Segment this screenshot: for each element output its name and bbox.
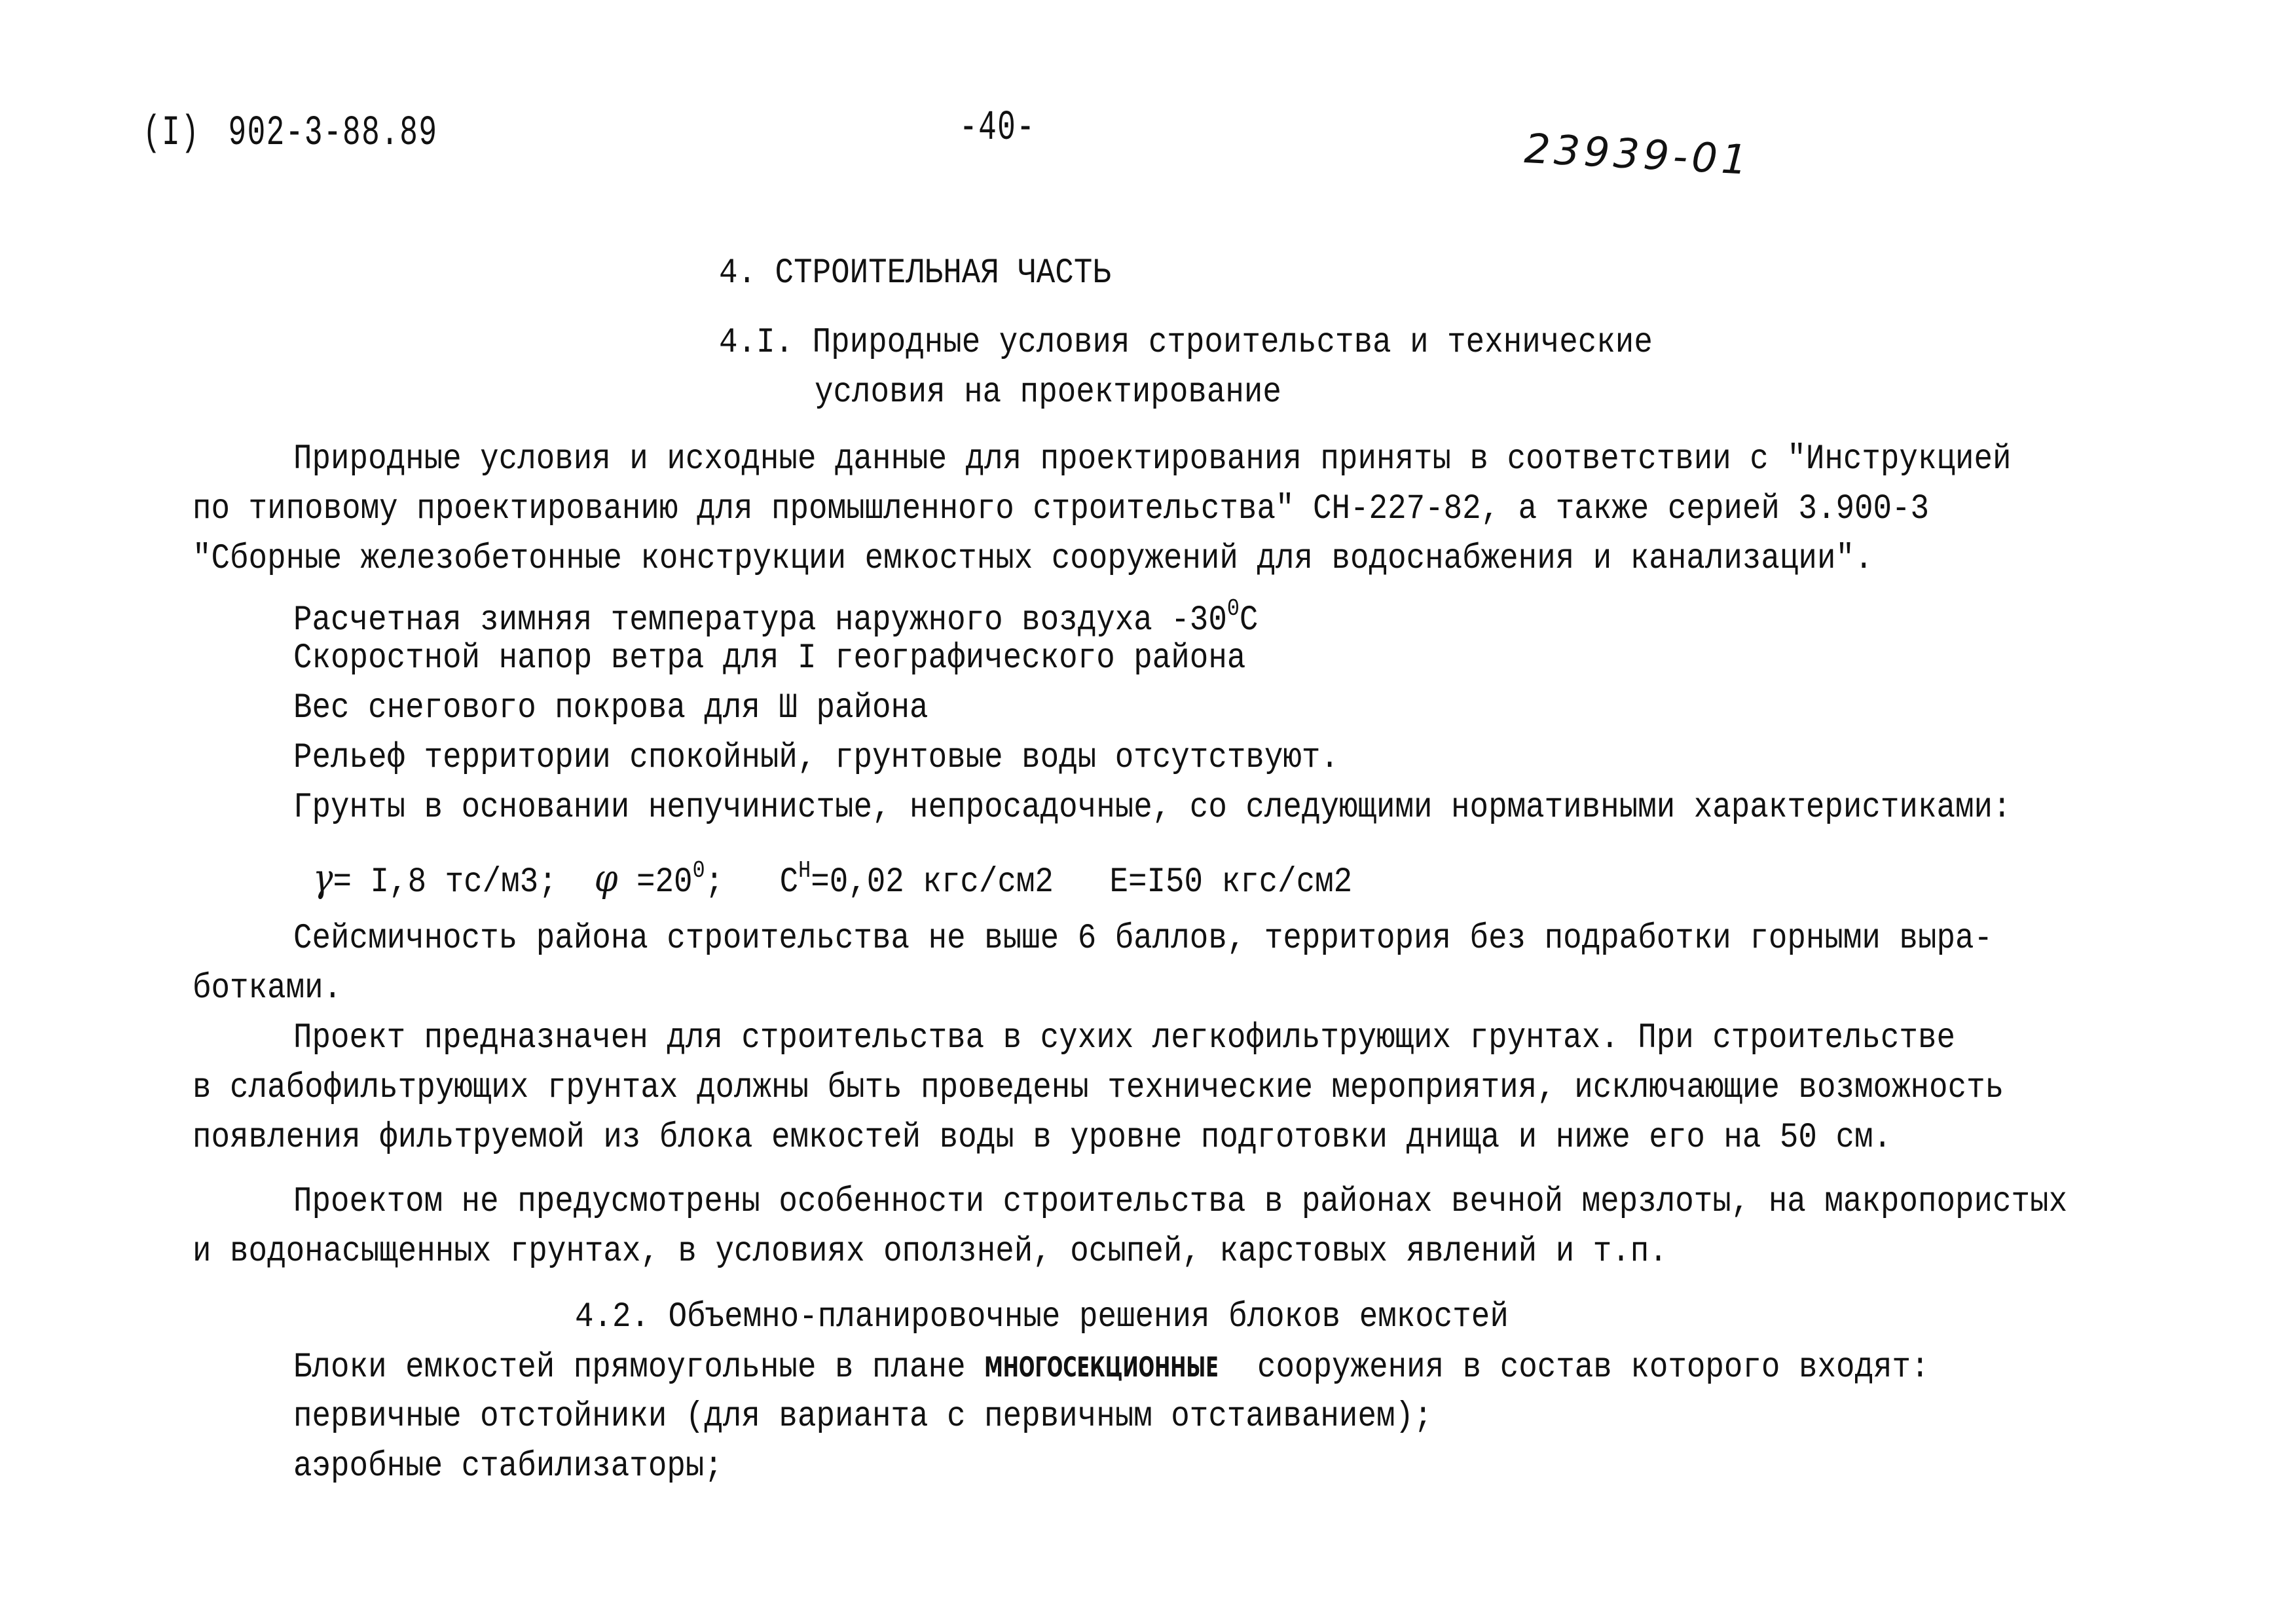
paragraph-line: ботками. xyxy=(193,969,342,1008)
paragraph-line: Проект предназначен для строительства в сухих легкофильтрующих грунтах. При строительстве xyxy=(293,1018,1955,1058)
relief: Рельеф территории спокойный, грунтовые воды отсутствуют. xyxy=(293,738,1339,778)
section-title: 4. СТРОИТЕЛЬНАЯ ЧАСТЬ xyxy=(719,253,1111,293)
paragraph-line: по типовому проектированию для промышленного строительства" СН-227-82, а также серией 3.900-3 xyxy=(193,489,1930,529)
page-number: -40- xyxy=(959,105,1036,152)
list-item: первичные отстойники (для варианта с первичным отстаиванием); xyxy=(293,1397,1433,1437)
paragraph-line: "Сборные железобетонные конструкции емкостных сооружений для водоснабжения и канализации". xyxy=(193,539,1873,579)
snow-load: Вес снегового покрова для Ш района xyxy=(293,688,929,728)
paragraph-line: в слабофильтрующих грунтах должны быть проведены технические мероприятия, исключающие возможность xyxy=(193,1068,2004,1108)
paragraph-line: Природные условия и исходные данные для проектирования приняты в соответствии с "Инструкцией xyxy=(293,439,2012,479)
paragraph-line: появления фильтруемой из блока емкостей воды в уровне подготовки днища и ниже его на 50 см. xyxy=(193,1118,1892,1158)
paragraph-line: Проектом не предусмотрены особенности строительства в районах вечной мерзлоты, на макропористых xyxy=(293,1182,2068,1222)
blocks-description: Блоки емкостей прямоугольные в плане МНОГОСЕКЦИОННЫЕ сооружения в состав которого входят: xyxy=(293,1348,1930,1388)
subsection-title-line2: условия на проектирование xyxy=(815,373,1281,413)
series-code: 902-3-88.89 xyxy=(228,110,438,157)
paragraph-line: и водонасыщенных грунтах, в условиях оползней, осыпей, карстовых явлений и т.п. xyxy=(193,1232,1668,1272)
handwritten-inventory-number: 23939-01 xyxy=(1523,124,1753,185)
soil-description: Грунты в основании непучинистые, непросадочные, со следующими нормативными характеристиками: xyxy=(293,788,2012,828)
list-item: аэробные стабилизаторы; xyxy=(293,1447,723,1486)
handwritten-insertion: МНОГОСЕКЦИОННЫЕ xyxy=(984,1351,1219,1383)
subsection-title: 4.2. Объемно-планировочные решения блоков емкостей xyxy=(575,1297,1509,1337)
soil-characteristics-formula: γ= I,8 тс/м3; $\varphi =20^0$; $C^Н=0,02$ кгс/см2 E=I50 кгс/см2 xyxy=(313,856,1353,902)
subsection-title-line1: 4.I. Природные условия строительства и технические xyxy=(719,323,1653,363)
paragraph-line: Сейсмичность района строительства не выше 6 баллов, территория без подработки горными выра- xyxy=(293,919,1993,959)
wind-pressure: Скоростной напор ветра для I географического района xyxy=(293,638,1246,678)
volume-number: (I) xyxy=(143,110,200,157)
winter-temperature: Расчетная зимняя температура наружного воздуха $-30^0С$ xyxy=(293,595,1259,640)
document-code xyxy=(143,110,437,157)
